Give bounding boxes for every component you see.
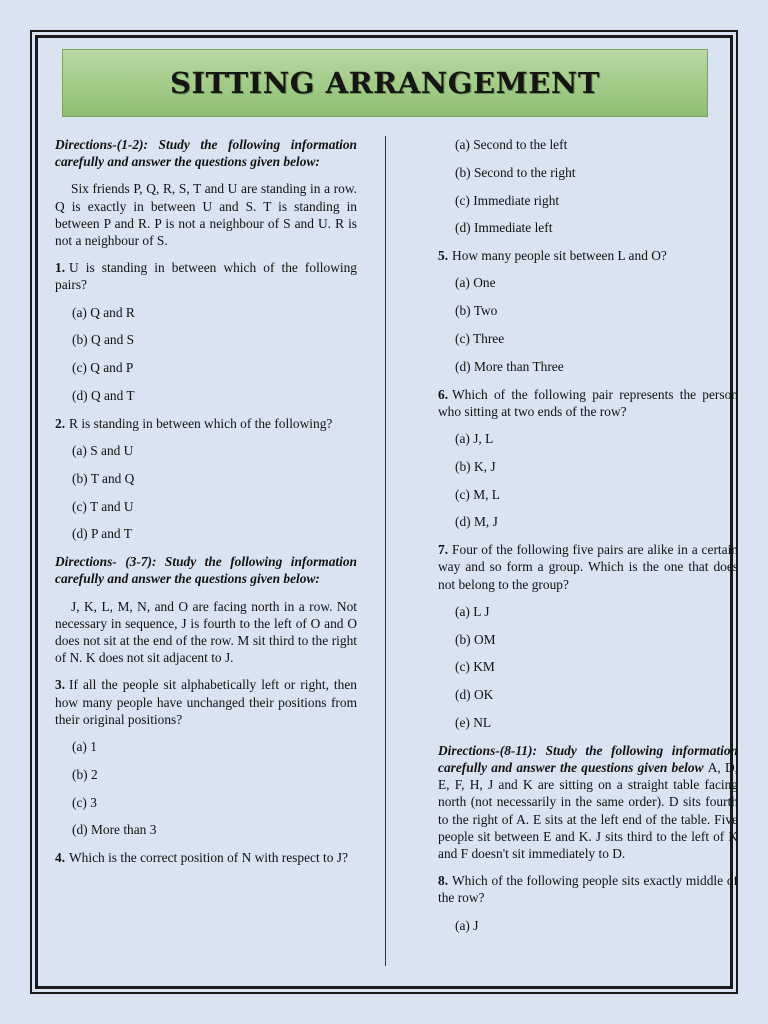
left-column bbox=[55, 136, 357, 876]
q1-option-a: (a) Q and R bbox=[72, 304, 135, 320]
q3-option-b: (b) 2 bbox=[72, 766, 98, 782]
q6-option-c: (c) M, L bbox=[455, 486, 500, 502]
q7-option-c: (c) KM bbox=[455, 659, 495, 675]
q3-option-c: (c) 3 bbox=[72, 794, 97, 810]
q7-option-d: (d) OK bbox=[455, 687, 494, 703]
column-divider bbox=[385, 136, 386, 966]
q6-option-d: (d) M, J bbox=[455, 514, 498, 530]
q2-option-b: (b) T and Q bbox=[72, 470, 135, 486]
question-7: 7. Four of the following five pairs are alike in a certain way and so form a group. Which is the one that does not belong to the group? bbox=[438, 542, 738, 592]
q2-option-c: (c) T and U bbox=[72, 498, 134, 514]
question-8: 8. Which of the following people sits exactly middle of the row? bbox=[438, 873, 738, 906]
title-banner bbox=[62, 49, 708, 117]
q5-option-c: (c) Three bbox=[455, 330, 505, 346]
directions-8-11: Directions-(8-11): Study the following information carefully and answer the questions given below A, D, E, F, H, J and K are sitting on a straight table facing north (not necessarily in the same order). D sits fourth to the right of A. E sits at the left end of the table. Five people sit between E and K. J sits third to the left of K and F doesn't sit immediately to D. bbox=[438, 742, 738, 861]
q6-option-b: (b) K, J bbox=[455, 458, 496, 474]
q5-option-d: (d) More than Three bbox=[455, 358, 564, 374]
right-column bbox=[438, 136, 738, 944]
question-4: 4. Which is the correct position of N with respect to J? bbox=[55, 850, 348, 866]
q1-option-c: (c) Q and P bbox=[72, 360, 134, 376]
q7-option-a: (a) L J bbox=[455, 603, 490, 619]
question-6: 6. Which of the following pair represents the person who sitting at two ends of the row? bbox=[438, 386, 738, 419]
question-3: 3. If all the people sit alphabetically left or right, then how many people have unchanged their positions from their original positions? bbox=[55, 677, 357, 727]
q2-option-d: (d) P and T bbox=[72, 526, 132, 542]
q4-option-b: (b) Second to the right bbox=[455, 164, 576, 180]
q8-option-a: (a) J bbox=[455, 917, 479, 933]
q2-option-a: (a) S and U bbox=[72, 443, 134, 459]
q3-option-d: (d) More than 3 bbox=[72, 822, 157, 838]
page-border-inner bbox=[35, 35, 738, 989]
page-title: SITTING ARRANGEMENT bbox=[170, 66, 600, 100]
q4-option-c: (c) Immediate right bbox=[455, 192, 560, 208]
question-2: 2. R is standing in between which of the following? bbox=[55, 415, 333, 431]
q1-option-d: (d) Q and T bbox=[72, 388, 135, 404]
directions-1-2: Directions-(1-2): Study the following information carefully and answer the questions given below: bbox=[55, 137, 357, 170]
directions-3-7: Directions- (3-7): Study the following information carefully and answer the questions given below: bbox=[55, 554, 357, 587]
passage-2: J, K, L, M, N, and O are facing north in a row. Not necessary in sequence, J is fourth to the left of O and O does not sit at the end of the row. M sit third to the right of N. K does not sit adjacent to J. bbox=[55, 598, 357, 666]
q5-option-a: (a) One bbox=[455, 275, 496, 291]
q1-option-b: (b) Q and S bbox=[72, 332, 135, 348]
question-1: 1. U is standing in between which of the following pairs? bbox=[55, 260, 357, 293]
q7-option-b: (b) OM bbox=[455, 631, 496, 647]
q4-option-d: (d) Immediate left bbox=[455, 220, 553, 236]
q7-option-e: (e) NL bbox=[455, 714, 492, 730]
q3-option-a: (a) 1 bbox=[72, 739, 97, 755]
q4-option-a: (a) Second to the left bbox=[455, 137, 568, 152]
q6-option-a: (a) J, L bbox=[455, 430, 494, 446]
question-5: 5. How many people sit between L and O? bbox=[438, 248, 667, 264]
passage-3: A, D, E, F, H, J and K are sitting on a straight table facing north (not necessarily in the same order). D sits fourth to the right of A. E sits at the left end of the table. Five people sit between E and K. J sits third to the left of K and F doesn't sit immediately to D. bbox=[438, 759, 738, 861]
passage-1: Six friends P, Q, R, S, T and U are standing in a row. Q is exactly in between U and S. T is standing in between P and R. P is not a neighbour of S and U. R is not a neighbour of S. bbox=[55, 181, 357, 249]
q5-option-b: (b) Two bbox=[455, 303, 498, 319]
